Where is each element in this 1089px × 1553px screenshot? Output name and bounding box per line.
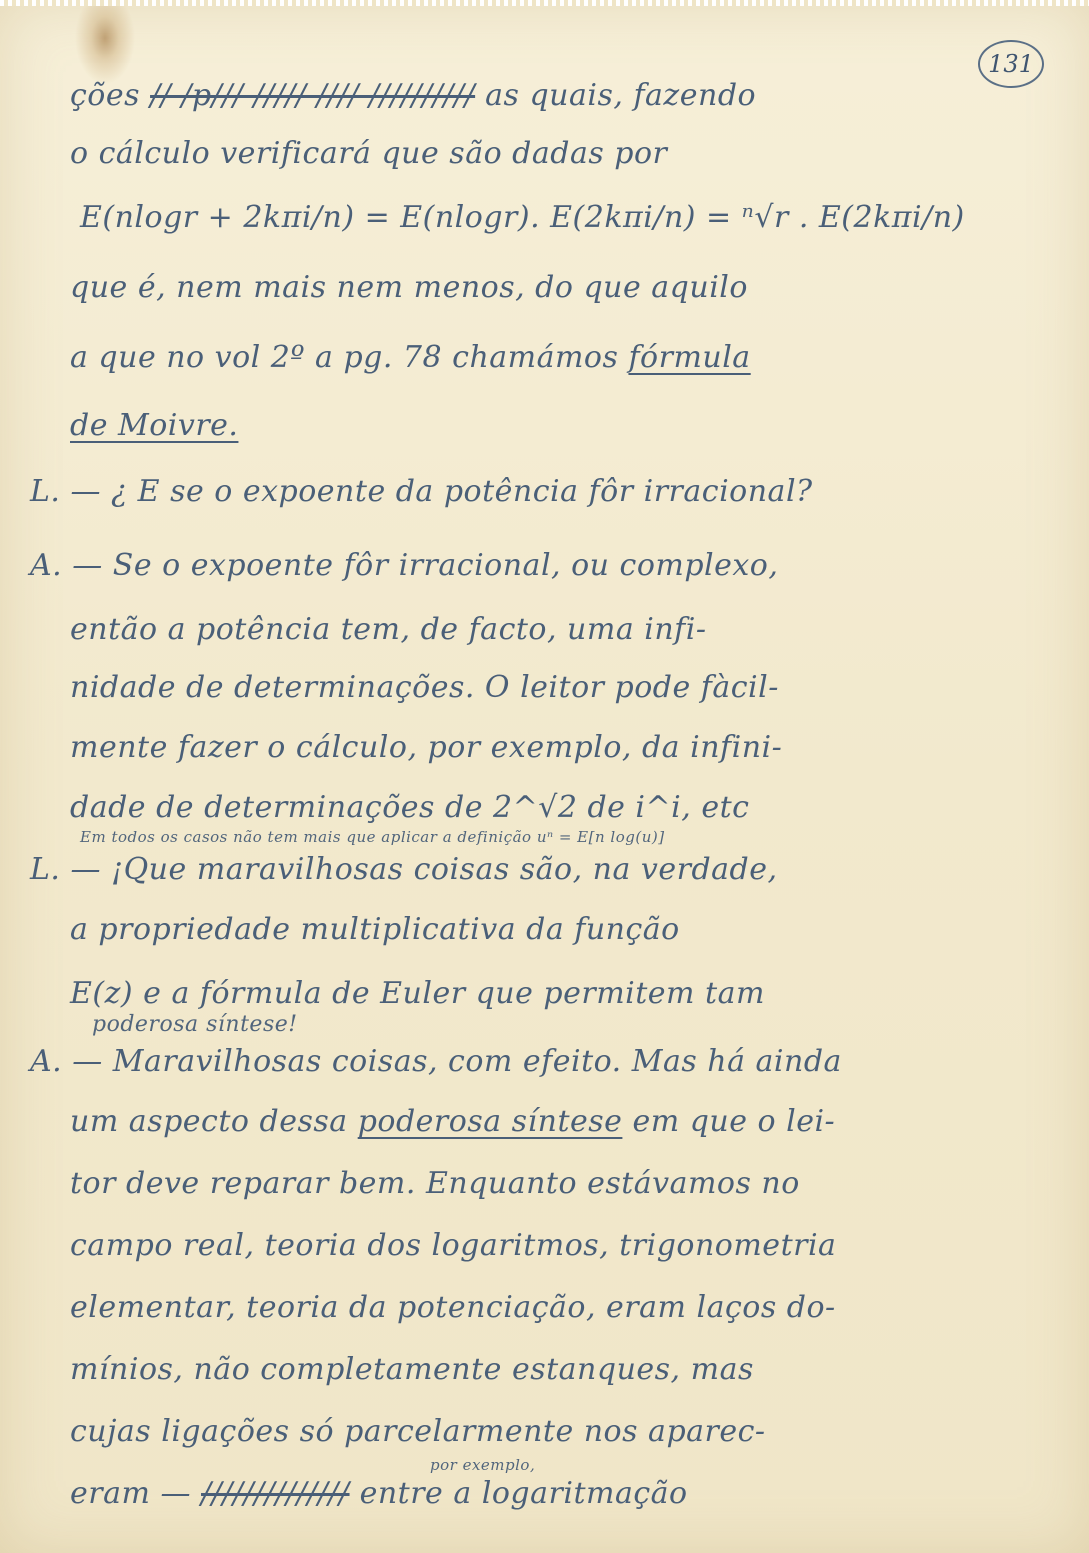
text-fragment: a que no vol 2º a pg. 78 chamámos xyxy=(70,340,619,375)
text-fragment: ções xyxy=(70,78,141,113)
text-line-20: elementar, teoria da potenciação, eram laços do- xyxy=(70,1290,836,1325)
text-line-14: a propriedade multiplicativa da função xyxy=(70,912,680,947)
text-line-6: de Moivre. xyxy=(70,408,239,443)
text-fragment: um aspecto dessa xyxy=(70,1104,348,1139)
page-number: 131 xyxy=(978,40,1044,88)
dialogue-line-L1: L. — ¿ E se o expoente da potência fôr irracional? xyxy=(30,474,813,509)
text-line-9: então a potência tem, de facto, uma infi- xyxy=(70,612,707,647)
struck-out-text: ////////////// xyxy=(201,1476,350,1511)
inserted-note: por exemplo, xyxy=(430,1456,536,1474)
perforated-top-edge xyxy=(0,0,1089,6)
text-line-19: campo real, teoria dos logaritmos, trigonometria xyxy=(70,1228,837,1263)
text-line-11: mente fazer o cálculo, por exemplo, da infini- xyxy=(70,730,783,765)
text-fragment: eram — xyxy=(70,1476,191,1511)
text-line-4: que é, nem mais nem menos, do que aquilo xyxy=(70,270,748,305)
text-line-18: tor deve reparar bem. Enquanto estávamos no xyxy=(70,1166,800,1201)
text-line-23 xyxy=(70,1476,688,1511)
text-line-15: E(z) e a fórmula de Euler que permitem tam xyxy=(70,976,765,1011)
text-line-10: nidade de determinações. O leitor pode fàcil- xyxy=(70,670,779,705)
underlined-term: poderosa síntese xyxy=(357,1104,623,1139)
text-line-17 xyxy=(70,1104,835,1139)
dialogue-line-A1: A. — Se o expoente fôr irracional, ou complexo, xyxy=(30,548,779,583)
text-line-21: mínios, não completamente estanques, mas xyxy=(70,1352,754,1387)
text-line-5 xyxy=(70,340,751,375)
formula-line: E(nlogr + 2kπi/n) = E(nlogr). E(2kπi/n) = ⁿ√r . E(2kπi/n) xyxy=(80,200,965,235)
inserted-note: poderosa síntese! xyxy=(92,1012,298,1037)
text-line-1 xyxy=(70,78,756,113)
dialogue-line-L2: L. — ¡Que maravilhosas coisas são, na verdade, xyxy=(30,852,778,887)
text-line-22: cujas ligações só parcelarmente nos aparec- xyxy=(70,1414,766,1449)
underlined-term: fórmula xyxy=(628,340,751,375)
text-line-12: dade de determinações de 2^√2 de i^i, etc xyxy=(70,790,750,825)
dialogue-line-A2: A. — Maravilhosas coisas, com efeito. Mas há ainda xyxy=(30,1044,842,1079)
struck-out-text: // /p/// ///// //// ////////// xyxy=(150,78,476,113)
text-fragment: entre a logaritmação xyxy=(359,1476,688,1511)
text-fragment: em que o lei- xyxy=(632,1104,836,1139)
text-fragment: as quais, fazendo xyxy=(485,78,757,113)
text-line-2: o cálculo verificará que são dadas por xyxy=(70,136,668,171)
inserted-note: Em todos os casos não tem mais que aplicar a definição uⁿ = E[n log(u)] xyxy=(80,828,665,846)
